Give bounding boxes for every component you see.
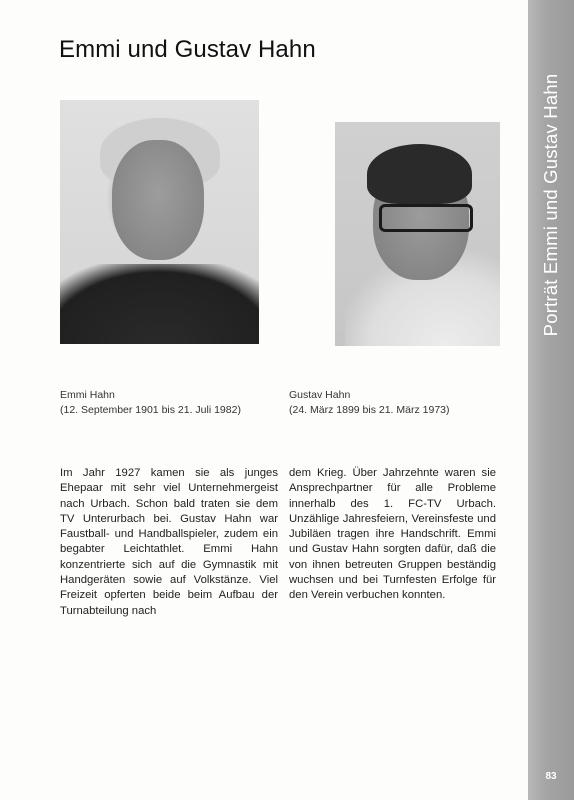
caption-dates: (12. September 1901 bis 21. Juli 1982): [60, 404, 241, 416]
portrait-photo-emmi-hahn: [60, 100, 259, 344]
side-tab-title: Porträt Emmi und Gustav Hahn: [540, 73, 561, 337]
page-title: Emmi und Gustav Hahn: [59, 36, 316, 63]
caption-dates: (24. März 1899 bis 21. März 1973): [289, 404, 450, 416]
body-text-left-column: Im Jahr 1927 kamen sie als junges Ehepaar mit sehr viel Unternehmergeist nach Urbach. Schon bald traten sie dem TV Unterurbach bei. Gustav Hahn war Faustball- und Handballspieler, zudem ein begabter Leichtathlet. Emmi Hahn konzentrierte sich auf die Gymnastik mit Handgeräten sowie auf Volkstänze. Viel Freizeit opferten beide beim Aufbau der Turnabteilung nach: [60, 467, 278, 617]
caption-gustav-hahn: [289, 388, 450, 418]
caption-emmi-hahn: [60, 388, 241, 418]
caption-name: Emmi Hahn: [60, 389, 115, 401]
page-number: 83: [545, 771, 557, 782]
portrait-photo-gustav-hahn: [335, 122, 500, 346]
caption-name: Gustav Hahn: [289, 389, 351, 401]
body-text-right-column: dem Krieg. Über Jahrzehnte waren sie Ansprechpartner für alle Probleme innerhalb des 1. FC-TV Urbach. Unzählige Jahresfeiern, Vereinsfeste und Jubiläen tragen ihre Handschrift. Emmi und Gustav Hahn sorgten dafür, daß die von ihnen betreuten Gruppen beständig wuchsen und bei Turnfesten Erfolge für den Verein verbuchen konnten.: [289, 467, 496, 602]
